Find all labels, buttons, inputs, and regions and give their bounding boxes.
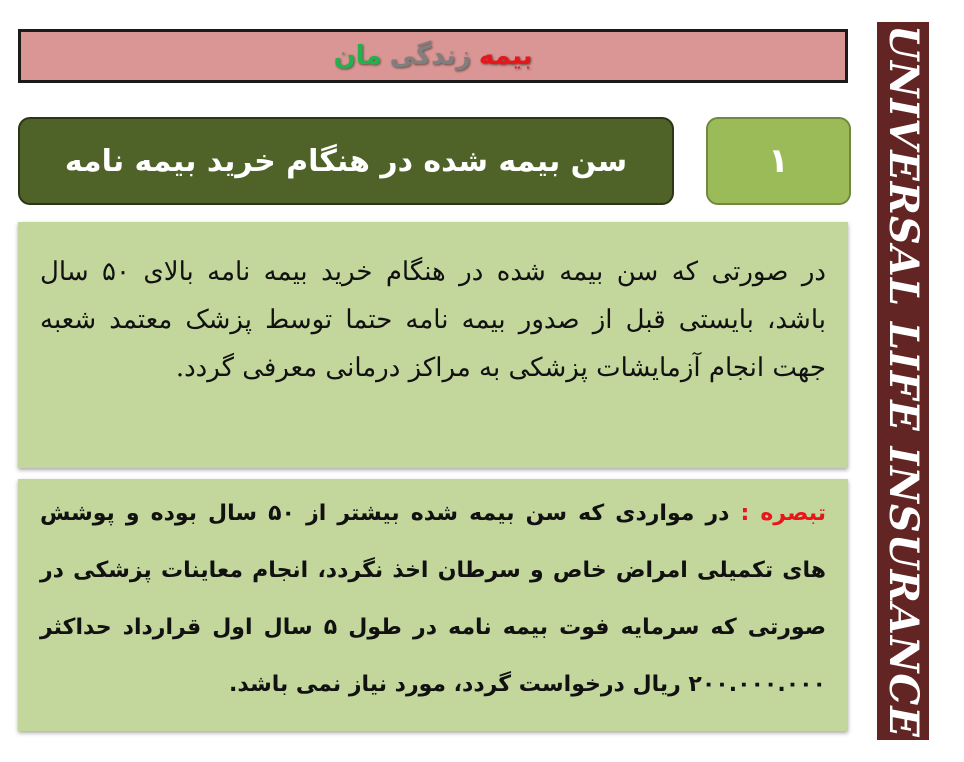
note-label: تبصره : — [740, 501, 826, 526]
sidebar-title: UNIVERSAL LIFE INSURANCE — [880, 24, 927, 738]
note-text: در مواردی که سن بیمه شده بیشتر از ۵۰ سال بوده و پوشش های تکمیلی امراض خاص و سرطان اخذ نگردد، انجام معاینات پزشکی در صورتی که سرمایه فوت بیمه نامه در طول ۵ سال اول قرارداد حداکثر ۲۰۰.۰۰۰.۰۰۰ ریال درخواست گردد، مورد نیاز نمی باشد. — [40, 501, 826, 697]
note-panel — [18, 479, 848, 731]
body-text-panel — [18, 222, 848, 468]
body-text: در صورتی که سن بیمه شده در هنگام خرید بیمه نامه بالای ۵۰ سال باشد، بایستی قبل از صدور بیمه نامه حتما توسط پزشک معتمد شعبه جهت انجام آزمایشات پزشکی به مراکز درمانی معرفی گردد. — [40, 257, 826, 383]
section-number: ۱ — [706, 117, 851, 205]
section-heading: سن بیمه شده در هنگام خرید بیمه نامه — [18, 117, 674, 205]
title-word-2: زندگی — [389, 41, 471, 71]
page-title-bar — [18, 29, 848, 83]
title-word-3: مان — [333, 41, 382, 71]
title-word-1: بیمه — [478, 41, 533, 71]
